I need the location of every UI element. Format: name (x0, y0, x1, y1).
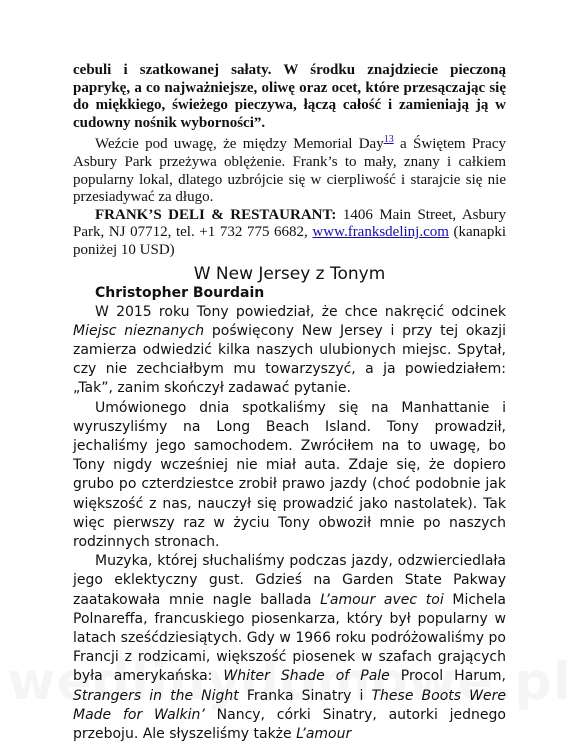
body-paragraph (73, 552, 506, 744)
song-title: L’amour avec toi (320, 591, 444, 608)
show-title: Miejsc nieznanych (73, 322, 205, 339)
song-title: Strangers in the Night (73, 687, 239, 704)
book-page (73, 62, 506, 744)
restaurant-name: FRANK’S DELI & RESTAURANT: (95, 206, 337, 223)
paragraph-text: Nancy, córki Sinatry, autorki jednego przeboju. Ale słyszeliśmy także (73, 706, 506, 742)
paragraph-text: Weźcie pod uwagę, że między Memorial Day (95, 136, 384, 153)
paragraph-text: Muzyka, której słuchaliśmy podczas jazdy, odzwierciedlała jego eklektyczny gust. Gdzieś na Garden State Pakway zaatakowała mnie nagle ballada (73, 553, 506, 608)
restaurant-listing (73, 207, 506, 260)
restaurant-price: (kanapki poniżej 10 USD) (73, 224, 506, 258)
body-paragraph (73, 136, 506, 206)
paragraph-text: a Świętem Pracy Asbury Park przeżywa oblężenie. Frank’s to mały, znany i całkiem popularny lokal, dlatego uzbrójcie się w cierpliwość i starajcie się nie przesiadywać za długo. (73, 136, 506, 206)
quote-paragraph: cebuli i szatkowanej sałaty. W środku znajdziecie pieczoną paprykę, a co najważniejsze, oliwę oraz ocet, które przesączając się do miękkiego, świeżego pieczywa, łączą całość i zamieniają ją w cudowny nośnik wyborności”. (73, 62, 506, 131)
section-title: W New Jersey z Tonym (193, 263, 386, 284)
body-paragraph: Umówionego dnia spotkaliśmy się na Manhattanie i wyruszyliśmy na Long Beach Island. Tony prowadził, jechaliśmy jego samochodem. Zwróciłem na to uwagę, bo Tony nigdy wcześniej nie miał auta. Zdaje się, że dopiero grubo po czterdziestce zrobił prawo jazdy (choć podobnie jak większość z nas, nauczył się prowadzić jako nastolatek). Tak więc pierwszy raz w życiu Tony obwoził mnie po naszych rodzinnych stronach. (73, 399, 506, 550)
footnote-link[interactable]: 13 (383, 134, 394, 146)
body-paragraph (73, 303, 506, 399)
paragraph-text: Michela Polnareffa, francuskiego piosenkarza, który był popularny w latach sześćdziesiątych. Gdy w 1966 roku podróżowaliśmy po Francji z rodzicami, większość piosenek w szafach grających była amerykańska: (73, 591, 506, 685)
paragraph-text: W 2015 roku Tony powiedział, że chce nakręcić odcinek (95, 303, 506, 320)
paragraph-text: Procol Harum, (389, 668, 507, 685)
restaurant-website-link[interactable]: www.franksdelinj.com (312, 224, 449, 241)
paragraph-text: poświęcony New Jersey i przy tej okazji zamierza odwiedzić kilka naszych ulubionych miejsc. Spytał, czy nie zechciałbym mu towarzyszyć, a ja powiedziałem: „Tak”, zanim skończył zadawać pytanie. (73, 322, 506, 397)
section-author: Christopher Bourdain (95, 284, 265, 301)
song-title: These Boots Were Made for Walkin’ (73, 687, 506, 723)
restaurant-address: 1406 Main Street, Asbury Park, NJ 07712, tel. +1 732 775 6682, (73, 206, 506, 241)
paragraph-text: Franka Sinatry i (238, 687, 372, 704)
song-title: Whiter Shade of Pale (223, 668, 390, 685)
song-title: L’amour (296, 726, 352, 742)
